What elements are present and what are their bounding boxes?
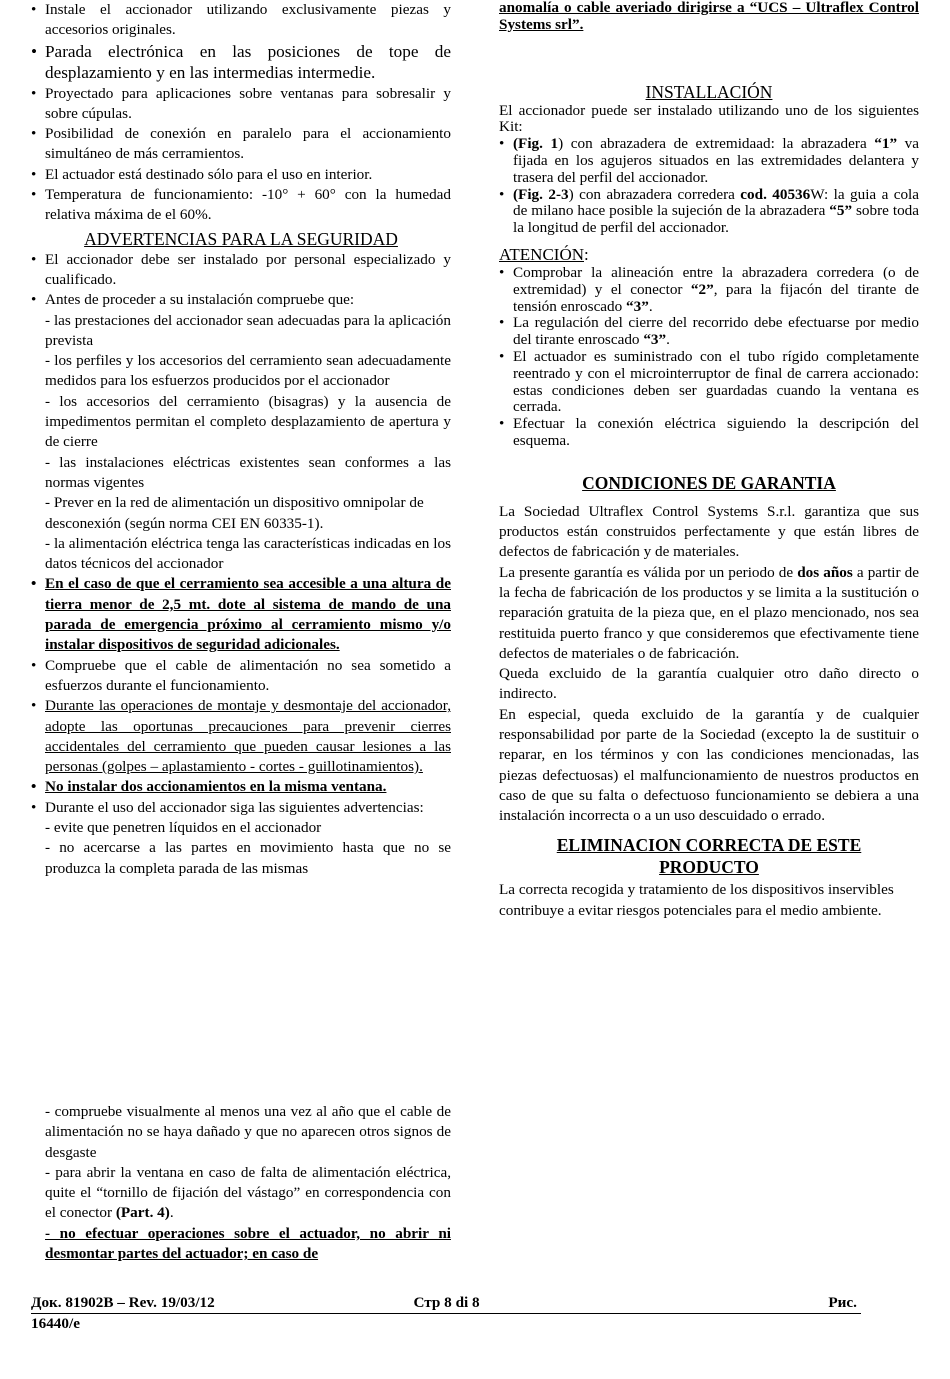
intro-bullet: • Posibilidad de conexión en paralelo para el accionamiento simultáneo de más cerramientos. xyxy=(31,124,451,165)
figure-label: Рис. xyxy=(828,1294,857,1311)
disposal-heading: ELIMINACION CORRECTA DE ESTE PRODUCTO xyxy=(556,835,862,878)
attention-text: . xyxy=(666,331,670,349)
product-code: cod. 40536 xyxy=(740,185,811,203)
install-heading: INSTALLACIÓN xyxy=(645,81,773,102)
safety-bullet xyxy=(31,798,451,879)
warranty-paragraph: La Sociedad Ultraflex Control Systems S.r.l. garantiza que sus productos están construidos perfectamente y que están libres de defectos de fabricación y de materiales. xyxy=(499,502,919,561)
usage-warning: - no efectuar operaciones sobre el actuador, no abrir ni desmontar partes del actuador; en caso de xyxy=(45,1224,451,1263)
attention-text: , para la fijacón del tirante de tensión enroscado xyxy=(513,280,919,315)
page-footer xyxy=(31,1293,861,1334)
warranty-period: dos años xyxy=(797,563,853,581)
attention-text: . xyxy=(648,297,653,315)
warranty-text: a partir de la fecha de fabricación de los productos y se limita a la sustitución o reparación gratuita de la pieza que, en el plazo mencionado, nos sea restituida puerto franco y que consideremos que efectivamente tiene defectos de materiales o de fabricación. xyxy=(499,563,919,662)
install-text: ) con abrazadera de extremidaad: la abrazadera xyxy=(558,135,875,153)
usage-item xyxy=(31,1163,451,1224)
intro-bullet: • Temperatura de funcionamiento: -10° + 60° con la humedad relativa máxima de el 60%. xyxy=(31,185,451,226)
part-number: “3” xyxy=(643,331,667,349)
attention-bullet: • El actuador es suministrado con el tubo rígido completamente reentrado y con el microinterruptor de final de carrera accionado: estas condiciones deben ser guardadas cuando la ventana es cerrada. xyxy=(499,349,919,416)
safety-bullet-emphasis: • No instalar dos accionamientos en la misma ventana. xyxy=(31,777,451,797)
part-number: “1” xyxy=(874,135,898,153)
install-text: va fijada en los agujeros situados en las extremidades delantera y trasera del perfil del accionador. xyxy=(513,135,919,186)
safety-bullet-text: Antes de proceder a su instalación compruebe que: xyxy=(45,291,355,309)
check-item: - los perfiles y los accesorios del cerramiento sean adecuadamente medidos para los esfuerzos producidos por el accionador xyxy=(45,352,451,390)
safety-bullet: • Compruebe que el cable de alimentación no sea sometido a esfuerzos durante el funcionamiento. xyxy=(31,656,451,697)
check-item: - los accesorios del cerramiento (bisagras) y la ausencia de impedimentos permitan el completo desplazamiento de apertura y de cierre xyxy=(45,392,451,451)
safety-bullet-underlined: • Durante las operaciones de montaje y desmontaje del accionador, adopte las oportunas precauciones para prevenir cierres accidentales del cerramiento que pueden causar lesiones a las personas (golpes – aplastamiento - cortes - guillotinamientos). xyxy=(31,696,451,777)
intro-bullet-list xyxy=(31,0,451,226)
footer-line xyxy=(31,1293,861,1314)
part-number: “2” xyxy=(690,280,714,298)
safety-heading: ADVERTENCIAS PARA LA SEGURIDAD xyxy=(84,228,398,249)
fig-reference: (Fig. 1 xyxy=(513,135,559,153)
part-number: “5” xyxy=(829,202,853,220)
document-code: 16440/e xyxy=(31,1315,80,1332)
usage-item-end: . xyxy=(169,1204,174,1222)
attention-text: Comprobar la alineación entre la abrazadera corredera (o de extremidad) y el conector xyxy=(513,263,919,298)
usage-item: - compruebe visualmente al menos una vez al año que el cable de alimentación no se haya dañado y que no aparecen otros signos de desgaste xyxy=(45,1103,451,1161)
install-bullet xyxy=(499,136,919,186)
disposal-text: La correcta recogida y tratamiento de los dispositivos inservibles contribuye a evitar riesgos potenciales para el medio ambiente. xyxy=(499,881,894,919)
intro-bullet: • El actuador está destinado sólo para el uso en interior. xyxy=(31,165,451,185)
attention-colon: : xyxy=(584,244,589,264)
fig-reference: (Fig. 2-3 xyxy=(513,185,569,203)
install-text: sobre toda la longitud de perfil del accionador. xyxy=(513,202,920,237)
safety-bullet xyxy=(31,290,451,574)
warranty-paragraph: En especial, queda excluido de la garantía y de cualquier responsabilidad por parte de la Sociedad (excepto la de sustituir o reparar, en los términos y con las condiciones mencionadas, las piezas defectuosas) el malfuncionamiento de nuestros productos en caso de que su falta o defectuoso funcionamiento se debiera a una instalación incorrecta o a un uso descuidado o errado. xyxy=(499,705,919,825)
document-revision: Док. 81902B – Rev. 19/03/12 xyxy=(31,1294,215,1311)
safety-bullet-emphasis: • En el caso de que el cerramiento sea accesible a una altura de tierra menor de 2,5 mt. dote al sistema de mando de una parada de emergencia próximo al cerramiento mismo y/o instalar dispositivos de seguridad adicionales. xyxy=(31,574,451,655)
install-list xyxy=(499,136,919,237)
usage-item: - no acercarse a las partes en movimiento hasta que no se produzca la completa parada de las mismas xyxy=(45,839,451,877)
part-reference: (Part. 4) xyxy=(115,1204,170,1222)
usage-item: - evite que penetren líquidos en el accionador xyxy=(45,818,322,836)
safety-bullet-text: Durante el uso del accionador siga las siguientes advertencias: xyxy=(45,798,424,816)
attention-text: La regulación del cierre del recorrido debe efectuarse por medio del tirante enroscado xyxy=(513,314,919,349)
warranty-paragraph xyxy=(499,563,919,664)
attention-heading xyxy=(499,245,919,265)
intro-bullet: • Parada electrónica en las posiciones de tope de desplazamiento y en las intermedias intermedie. xyxy=(31,41,451,84)
attention-bullet xyxy=(499,315,919,349)
install-intro: El accionador puede ser instalado utilizando uno de los siguientes Kit: xyxy=(499,101,919,136)
right-column xyxy=(499,0,919,921)
intro-bullet: • Instale el accionador utilizando exclusivamente piezas y accesorios originales. xyxy=(31,0,451,41)
continued-warning: anomalía o cable averiado dirigirse a “UCS – Ultraflex Control Systems srl”. xyxy=(499,0,919,33)
check-item: - las prestaciones del accionador sean adecuadas para la aplicación prevista xyxy=(45,311,451,349)
left-column xyxy=(31,0,451,879)
attention-bullet: • Efectuar la conexión eléctrica siguiendo la descripción del esquema. xyxy=(499,416,919,450)
warranty-text: La presente garantía es válida por un periodo de xyxy=(499,563,798,581)
page-number: Стр 8 di 8 xyxy=(413,1294,480,1311)
safety-bullet: • El accionador debe ser instalado por personal especializado y cualificado. xyxy=(31,250,451,291)
safety-list xyxy=(31,250,451,879)
attention-bullet xyxy=(499,265,919,315)
check-item: - la alimentación eléctrica tenga las características indicadas en los datos técnicos del accionador xyxy=(45,534,451,573)
install-bullet xyxy=(499,187,919,237)
install-text: W: la guia a cola de milano hace posible la sujeción de la abrazadera xyxy=(513,185,920,220)
warranty-heading: CONDICIONES DE GARANTIA xyxy=(582,472,836,493)
left-bottom-block xyxy=(31,1102,451,1264)
warranty-paragraph: Queda excluido de la garantía cualquier otro daño directo o indirecto. xyxy=(499,665,919,703)
attention-label: ATENCIÓN xyxy=(499,244,584,264)
check-item: - Prever en la red de alimentación un dispositivo omnipolar de desconexión (según norma CEI EN 60335-1). xyxy=(45,494,424,532)
check-item: - las instalaciones eléctricas existentes sean conformes a las normas vigentes xyxy=(45,453,451,491)
part-number: “3” xyxy=(626,297,649,315)
install-text: ) con abrazadera corredera xyxy=(568,185,741,203)
usage-item-text: - para abrir la ventana en caso de falta de alimentación eléctrica, quite el “tornillo de fijación del vástago” en correspondencia con el conector xyxy=(45,1163,451,1222)
attention-list xyxy=(499,265,919,450)
intro-bullet: • Proyectado para aplicaciones sobre ventanas para sobresalir y sobre cúpulas. xyxy=(31,84,451,125)
